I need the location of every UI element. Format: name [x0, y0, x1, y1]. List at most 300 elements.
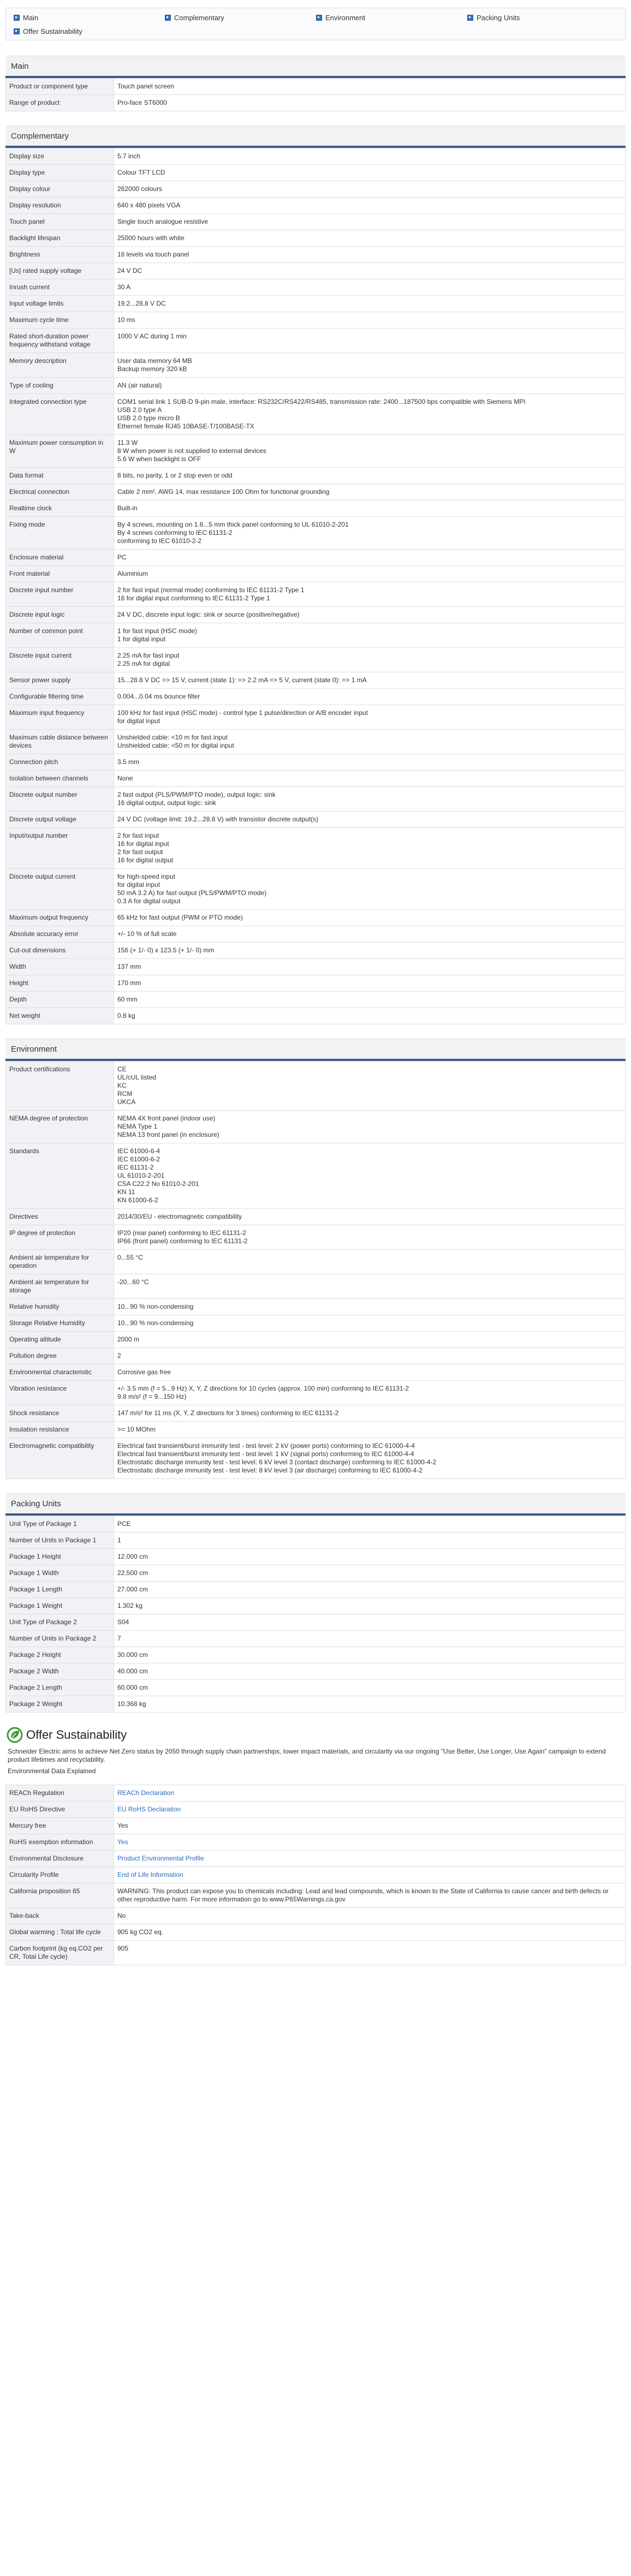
sustainability-label: Environmental Disclosure	[6, 1851, 114, 1867]
spec-row	[6, 1348, 626, 1364]
spec-label: Relative humidity	[6, 1299, 114, 1315]
sustainability-value: 905	[117, 1945, 129, 1952]
spec-value-line: 8 W when power is not supplied to external devices	[117, 447, 266, 455]
spec-label: Display size	[6, 148, 114, 165]
spec-label: Package 1 Height	[6, 1549, 114, 1565]
sustainability-value-cell	[114, 1818, 626, 1834]
spec-row	[6, 828, 626, 869]
sustainability-value: 905 kg CO2 eq.	[117, 1928, 164, 1936]
spec-value-line: 2.25 mA for digital	[117, 660, 170, 667]
spec-sections	[5, 56, 626, 1713]
spec-value	[114, 198, 626, 214]
spec-value-line: UL 61010-2-201	[117, 1172, 165, 1179]
spec-value	[114, 1250, 626, 1274]
spec-value	[114, 296, 626, 312]
spec-value-line: 10...90 % non-condensing	[117, 1319, 194, 1327]
spec-label: Discrete input logic	[6, 607, 114, 623]
spec-value-line: S04	[117, 1618, 129, 1626]
spec-value-line: 2 for fast output	[117, 848, 163, 856]
spec-label: Unit Type of Package 2	[6, 1614, 114, 1631]
sustainability-row	[6, 1834, 626, 1851]
spec-value-line: USB 2.0 type A	[117, 406, 162, 414]
spec-label: IP degree of protection	[6, 1225, 114, 1250]
spec-value	[114, 1315, 626, 1332]
spec-label: Touch panel	[6, 214, 114, 230]
spec-row	[6, 1364, 626, 1381]
spec-value	[114, 263, 626, 279]
link-eu-rohs-declaration[interactable]: EU RoHS Declaration	[117, 1805, 181, 1813]
spec-row	[6, 1405, 626, 1422]
spec-value-line: KC	[117, 1082, 127, 1089]
spec-row	[6, 378, 626, 394]
spec-value-line: IEC 61000-6-2	[117, 1155, 160, 1163]
spec-label: Product certifications	[6, 1062, 114, 1111]
spec-label: Product or component type	[6, 79, 114, 95]
spec-value	[114, 1598, 626, 1614]
spec-value-line: 0...55 °C	[117, 1254, 143, 1261]
spec-row	[6, 1209, 626, 1225]
spec-value-line: 10 ms	[117, 316, 135, 324]
spec-label: Width	[6, 959, 114, 975]
spec-value-line: 10.368 kg	[117, 1700, 146, 1708]
spec-value	[114, 566, 626, 582]
spec-value	[114, 230, 626, 247]
spec-label: Display resolution	[6, 198, 114, 214]
sustainability-label: EU RoHS Directive	[6, 1802, 114, 1818]
anchor-square-icon	[14, 28, 20, 34]
spec-value-line: 0.8 kg	[117, 1012, 135, 1019]
sustainability-row	[6, 1867, 626, 1883]
spec-value	[114, 1565, 626, 1582]
spec-value	[114, 312, 626, 329]
spec-label: Maximum input frequency	[6, 705, 114, 730]
sustainability-row	[6, 1883, 626, 1908]
spec-row	[6, 1598, 626, 1614]
sustainability-label: Circularity Profile	[6, 1867, 114, 1883]
spec-row	[6, 869, 626, 910]
spec-value-line: UL/cUL listed	[117, 1074, 156, 1081]
anchor-square-icon	[14, 15, 20, 21]
spec-label: Discrete input number	[6, 582, 114, 607]
spec-label: Configurable filtering time	[6, 689, 114, 705]
spec-value	[114, 1647, 626, 1663]
spec-value	[114, 165, 626, 181]
spec-value-line: 147 m/s² for 11 ms (X, Y, Z directions for 3 times) conforming to IEC 61131-2	[117, 1409, 339, 1417]
sustainability-label: RoHS exemption information	[6, 1834, 114, 1851]
spec-value-line: 1	[117, 1536, 121, 1544]
spec-row	[6, 95, 626, 111]
spec-value	[114, 353, 626, 378]
spec-value	[114, 623, 626, 648]
spec-value	[114, 959, 626, 975]
spec-value	[114, 689, 626, 705]
spec-value-line: 2 fast output (PLS/PWM/PTO mode), output logic: sink	[117, 791, 276, 798]
spec-value-line: 16 digital output, output logic: sink	[117, 799, 216, 807]
nav-link-main[interactable]	[14, 14, 165, 22]
spec-row	[6, 1274, 626, 1299]
spec-row	[6, 1315, 626, 1332]
spec-value	[114, 975, 626, 992]
spec-row	[6, 943, 626, 959]
spec-value-line: IP66 (front panel) conforming to IEC 61131-2	[117, 1237, 248, 1245]
spec-label: Maximum cable distance between devices	[6, 730, 114, 754]
link-end-of-life-information[interactable]: End of Life Information	[117, 1871, 183, 1879]
spec-row	[6, 1680, 626, 1696]
spec-row	[6, 648, 626, 672]
spec-row	[6, 312, 626, 329]
spec-value	[114, 148, 626, 165]
spec-value	[114, 812, 626, 828]
spec-row	[6, 582, 626, 607]
spec-value-line: 60.000 cm	[117, 1684, 148, 1691]
spec-value-line: -20...60 °C	[117, 1278, 149, 1286]
nav-link-label: Main	[23, 14, 39, 22]
spec-row	[6, 230, 626, 247]
spec-value	[114, 1663, 626, 1680]
sustainability-value-cell	[114, 1883, 626, 1908]
spec-value-line: 60 mm	[117, 995, 138, 1003]
spec-value	[114, 828, 626, 869]
spec-value	[114, 484, 626, 500]
section-title: Main	[5, 56, 626, 78]
spec-row	[6, 754, 626, 771]
spec-row	[6, 550, 626, 566]
spec-value	[114, 1696, 626, 1713]
spec-value-line: PCE	[117, 1520, 131, 1528]
sustainability-row	[6, 1785, 626, 1802]
sustainability-leaf-icon	[7, 1727, 23, 1743]
spec-value-line: 16 levels via touch panel	[117, 251, 189, 258]
spec-value-line: 16 for digital output	[117, 856, 174, 864]
spec-row	[6, 165, 626, 181]
spec-value-line: NEMA 4X front panel (indoor use)	[117, 1114, 216, 1122]
spec-value	[114, 247, 626, 263]
spec-value	[114, 1549, 626, 1565]
spec-value-line: 50 mA 3.2 A) for fast output (PLS/PWM/PTO mode)	[117, 889, 267, 897]
spec-value-line: CE	[117, 1065, 127, 1073]
spec-value-line: 137 mm	[117, 963, 141, 970]
spec-value	[114, 1438, 626, 1479]
spec-label: Enclosure material	[6, 550, 114, 566]
spec-label: Front material	[6, 566, 114, 582]
spec-label: Absolute accuracy error	[6, 926, 114, 943]
spec-value-line: By 4 screws, mounting on 1.6...5 mm thick panel conforming to UL 61010-2-201	[117, 521, 349, 528]
spec-label: Connection pitch	[6, 754, 114, 771]
sustainability-row	[6, 1818, 626, 1834]
spec-value-line: CSA C22.2 No 61010-2-201	[117, 1180, 199, 1188]
spec-row	[6, 1631, 626, 1647]
spec-row	[6, 353, 626, 378]
spec-value	[114, 992, 626, 1008]
spec-row	[6, 1565, 626, 1582]
spec-label: Unit Type of Package 1	[6, 1516, 114, 1533]
sustainability-value: WARNING: This product can expose you to chemicals including: Lead and lead compounds, which is known to the State of California to cause cancer and birth defects or other reproductive harm. For more information go to www.P65Warnings.ca.gov	[117, 1887, 609, 1903]
spec-value-line: 30.000 cm	[117, 1651, 148, 1659]
sustainability-label: Mercury free	[6, 1818, 114, 1834]
spec-label: Net weight	[6, 1008, 114, 1024]
spec-value-line: 1.302 kg	[117, 1602, 143, 1609]
spec-row	[6, 1299, 626, 1315]
spec-value-line: COM1 serial link 1 SUB-D 9-pin male, interface: RS232C/RS422/RS485, transmission rate: 2400...187500 bps compatible with Siemens MPI	[117, 398, 526, 406]
spec-row	[6, 329, 626, 353]
spec-value-line: 2 for fast input	[117, 832, 159, 839]
spec-value	[114, 329, 626, 353]
spec-value-line: 0.004...0.04 ms bounce filter	[117, 693, 200, 700]
sustainability-label: California proposition 65	[6, 1883, 114, 1908]
sustainability-description: Schneider Electric aims to achieve Net Zero status by 2050 through supply chain partnerships, lower impact materials, and circularity via our ongoing "Use Better, Use Longer, Use Again" campaign to extend product lifetimes and recyclability.	[8, 1748, 606, 1763]
anchor-square-icon	[165, 15, 171, 21]
spec-row	[6, 214, 626, 230]
spec-row	[6, 181, 626, 198]
spec-label: Input/output number	[6, 828, 114, 869]
spec-value	[114, 1680, 626, 1696]
spec-row	[6, 1614, 626, 1631]
spec-row	[6, 992, 626, 1008]
spec-value-line: Single touch analogue resistive	[117, 218, 209, 225]
section-title: Environment	[5, 1039, 626, 1061]
spec-value-line: KN 11	[117, 1188, 135, 1196]
spec-value	[114, 1364, 626, 1381]
spec-row	[6, 1008, 626, 1024]
spec-value	[114, 500, 626, 517]
spec-value	[114, 943, 626, 959]
spec-row	[6, 198, 626, 214]
spec-value	[114, 1381, 626, 1405]
sustainability-value: Yes	[117, 1822, 128, 1829]
environmental-data-explained: Environmental Data Explained	[8, 1767, 96, 1775]
spec-value-line: Cable 2 mm², AWG 14, max resistance 100 Ohm for functional grounding	[117, 488, 330, 496]
spec-value	[114, 1209, 626, 1225]
spec-value	[114, 869, 626, 910]
spec-label: Discrete output number	[6, 787, 114, 812]
sustainability-value-cell	[114, 1802, 626, 1818]
sustainability-row	[6, 1908, 626, 1924]
spec-value-line: +/- 3.5 mm (f = 5...9 Hz) X, Y, Z directions for 10 cycles (approx. 100 min) conforming to IEC 61131-2	[117, 1385, 409, 1392]
section-title: Complementary	[5, 126, 626, 148]
spec-label: Backlight lifespan	[6, 230, 114, 247]
spec-value-line: +/- 10 % of full scale	[117, 930, 177, 938]
spec-value-line: 16 for digital input conforming to IEC 61131-2 Type 1	[117, 594, 270, 602]
spec-value-line: 19.2...28.8 V DC	[117, 300, 166, 307]
spec-value	[114, 468, 626, 484]
spec-value	[114, 705, 626, 730]
spec-value-line: for digital input	[117, 881, 160, 889]
spec-value	[114, 279, 626, 296]
spec-value-line: UKCA	[117, 1098, 136, 1106]
spec-row	[6, 500, 626, 517]
spec-value	[114, 1299, 626, 1315]
spec-row	[6, 705, 626, 730]
spec-label: Electromagnetic compatibility	[6, 1438, 114, 1479]
spec-row	[6, 1582, 626, 1598]
spec-value-line: 2000 m	[117, 1335, 140, 1343]
spec-row	[6, 79, 626, 95]
spec-value-line: 100 kHz for fast input (HSC mode) - control type 1 pulse/direction or A/B encoder input	[117, 709, 368, 717]
spec-row	[6, 787, 626, 812]
spec-label: Realtime clock	[6, 500, 114, 517]
spec-value-line: Pro-face ST6000	[117, 99, 167, 106]
spec-value-line: 15...28.8 V DC => 15 V, current (state 1): => 2.2 mA => 5 V, current (state 0): => 1 mA	[117, 676, 367, 684]
spec-row	[6, 394, 626, 435]
spec-label: Package 1 Width	[6, 1565, 114, 1582]
spec-value	[114, 582, 626, 607]
spec-row	[6, 468, 626, 484]
nav-link-environment[interactable]	[316, 14, 467, 22]
sustainability-label: REACh Regulation	[6, 1785, 114, 1802]
section-environment	[5, 1039, 626, 1479]
spec-row	[6, 1696, 626, 1713]
spec-row	[6, 771, 626, 787]
spec-value-line: IP20 (rear panel) conforming to IEC 61131-2	[117, 1229, 246, 1237]
spec-row	[6, 1062, 626, 1111]
spec-row	[6, 689, 626, 705]
spec-label: Package 2 Width	[6, 1663, 114, 1680]
spec-row	[6, 975, 626, 992]
sustainability-value-cell	[114, 1785, 626, 1802]
link-reach-declaration[interactable]: REACh Declaration	[117, 1789, 175, 1797]
spec-label: Maximum cycle time	[6, 312, 114, 329]
spec-value	[114, 95, 626, 111]
sustainability-value-cell	[114, 1851, 626, 1867]
spec-label: Type of cooling	[6, 378, 114, 394]
spec-label: Standards	[6, 1143, 114, 1209]
spec-value-line: 25000 hours with white	[117, 234, 184, 242]
spec-value-line: Unshielded cable: <50 m for digital input	[117, 742, 234, 749]
spec-value-line: 2.25 mA for fast input	[117, 652, 180, 659]
nav-link-packing-units[interactable]	[467, 14, 618, 22]
spec-label: Discrete input current	[6, 648, 114, 672]
spec-row	[6, 247, 626, 263]
spec-value	[114, 672, 626, 689]
spec-row	[6, 1381, 626, 1405]
spec-label: Memory description	[6, 353, 114, 378]
spec-value-line: Built-in	[117, 504, 138, 512]
spec-label: Maximum output frequency	[6, 910, 114, 926]
spec-value-line: USB 2.0 type micro B	[117, 414, 180, 422]
spec-label: Height	[6, 975, 114, 992]
sustainability-table	[5, 1785, 626, 1965]
link-yes[interactable]: Yes	[117, 1838, 128, 1846]
spec-label: Range of product	[6, 95, 114, 111]
spec-value	[114, 730, 626, 754]
nav-link-offer-sustainability[interactable]	[14, 27, 165, 35]
spec-value-line: 1 for fast input (HSC mode)	[117, 627, 198, 635]
spec-label: Rated short-duration power frequency withstand voltage	[6, 329, 114, 353]
sustainability-label: Global warming : Total life cycle	[6, 1924, 114, 1941]
spec-row	[6, 1332, 626, 1348]
spec-label: Environmental characteristic	[6, 1364, 114, 1381]
spec-label: Number of Units in Package 1	[6, 1533, 114, 1549]
spec-value-line: for high-speed input	[117, 873, 176, 880]
sustainability-row	[6, 1851, 626, 1867]
spec-label: NEMA degree of protection	[6, 1111, 114, 1143]
spec-value-line: 1000 V AC during 1 min	[117, 332, 187, 340]
spec-label: Storage Relative Humidity	[6, 1315, 114, 1332]
section-complementary	[5, 126, 626, 1024]
spec-value-line: >= 10 MOhm	[117, 1426, 156, 1433]
spec-row	[6, 296, 626, 312]
spec-label: Input voltage limits	[6, 296, 114, 312]
spec-value-line: 11.3 W	[117, 439, 138, 446]
spec-value	[114, 754, 626, 771]
spec-table	[5, 1061, 626, 1479]
spec-value	[114, 1422, 626, 1438]
spec-row	[6, 1225, 626, 1250]
spec-value-line: 22.500 cm	[117, 1569, 148, 1577]
sustainability-row	[6, 1941, 626, 1965]
spec-label: Ambient air temperature for storage	[6, 1274, 114, 1299]
spec-value	[114, 607, 626, 623]
spec-row	[6, 730, 626, 754]
spec-value-line: 24 V DC (voltage limit: 19.2...28.8 V) with transistor discrete output(s)	[117, 815, 319, 823]
spec-label: Brightness	[6, 247, 114, 263]
spec-label: Operating altitude	[6, 1332, 114, 1348]
spec-value-line: Touch panel screen	[117, 82, 175, 90]
spec-label: Number of common point	[6, 623, 114, 648]
spec-value-line: 16 for digital input	[117, 840, 169, 848]
sustainability-value-cell	[114, 1867, 626, 1883]
spec-value-line: Electrostatic discharge immunity test - test level: 6 kV level 3 (contact discharge) conforming to IEC 61000-4-2	[117, 1458, 437, 1466]
spec-value	[114, 550, 626, 566]
spec-value-line: 640 x 480 pixels VGA	[117, 201, 181, 209]
spec-value-line: Aluminium	[117, 570, 148, 577]
sustainability-row	[6, 1802, 626, 1818]
nav-link-label: Environment	[325, 14, 365, 22]
spec-value	[114, 1614, 626, 1631]
spec-value	[114, 435, 626, 468]
spec-value-line: Corrosive gas free	[117, 1368, 171, 1376]
sustainability-section	[5, 1727, 626, 1965]
spec-label: Package 1 Weight	[6, 1598, 114, 1614]
spec-label: [Us] rated supply voltage	[6, 263, 114, 279]
nav-link-complementary[interactable]	[165, 14, 316, 22]
spec-label: Package 2 Weight	[6, 1696, 114, 1713]
spec-value-line: AN (air natural)	[117, 381, 162, 389]
anchor-square-icon	[316, 15, 322, 21]
spec-value	[114, 1111, 626, 1143]
spec-value-line: NEMA 13 front panel (in enclosure)	[117, 1131, 219, 1138]
sustainability-title: Offer Sustainability	[26, 1728, 127, 1742]
spec-value-line: NEMA Type 1	[117, 1123, 158, 1130]
spec-row	[6, 1438, 626, 1479]
section-packing-units	[5, 1493, 626, 1713]
spec-value-line: Electrical fast transient/burst immunity test - test level: 2 kV (power ports) conforming to IEC 61000-4-4	[117, 1442, 415, 1450]
spec-row	[6, 1533, 626, 1549]
spec-label: Number of Units in Package 2	[6, 1631, 114, 1647]
spec-value-line: 1 for digital input	[117, 635, 166, 643]
spec-row	[6, 566, 626, 582]
spec-value-line: 10...90 % non-condensing	[117, 1303, 194, 1310]
spec-row	[6, 1143, 626, 1209]
section-nav	[5, 8, 626, 40]
sustainability-header	[7, 1727, 626, 1743]
spec-row	[6, 959, 626, 975]
spec-row	[6, 263, 626, 279]
spec-value	[114, 648, 626, 672]
spec-label: Ambient air temperature for operation	[6, 1250, 114, 1274]
spec-label: Discrete output current	[6, 869, 114, 910]
anchor-square-icon	[467, 15, 473, 21]
spec-row	[6, 812, 626, 828]
spec-value-line: Ethernet female RJ45 10BASE-T/100BASE-TX	[117, 422, 254, 430]
spec-value-line: 2014/30/EU - electromagnetic compatibility	[117, 1213, 242, 1220]
spec-value	[114, 926, 626, 943]
spec-row	[6, 148, 626, 165]
nav-link-label: Offer Sustainability	[23, 27, 82, 35]
spec-label: Display type	[6, 165, 114, 181]
link-product-environmental-profile[interactable]: Product Environmental Profile	[117, 1855, 204, 1862]
spec-value	[114, 1332, 626, 1348]
